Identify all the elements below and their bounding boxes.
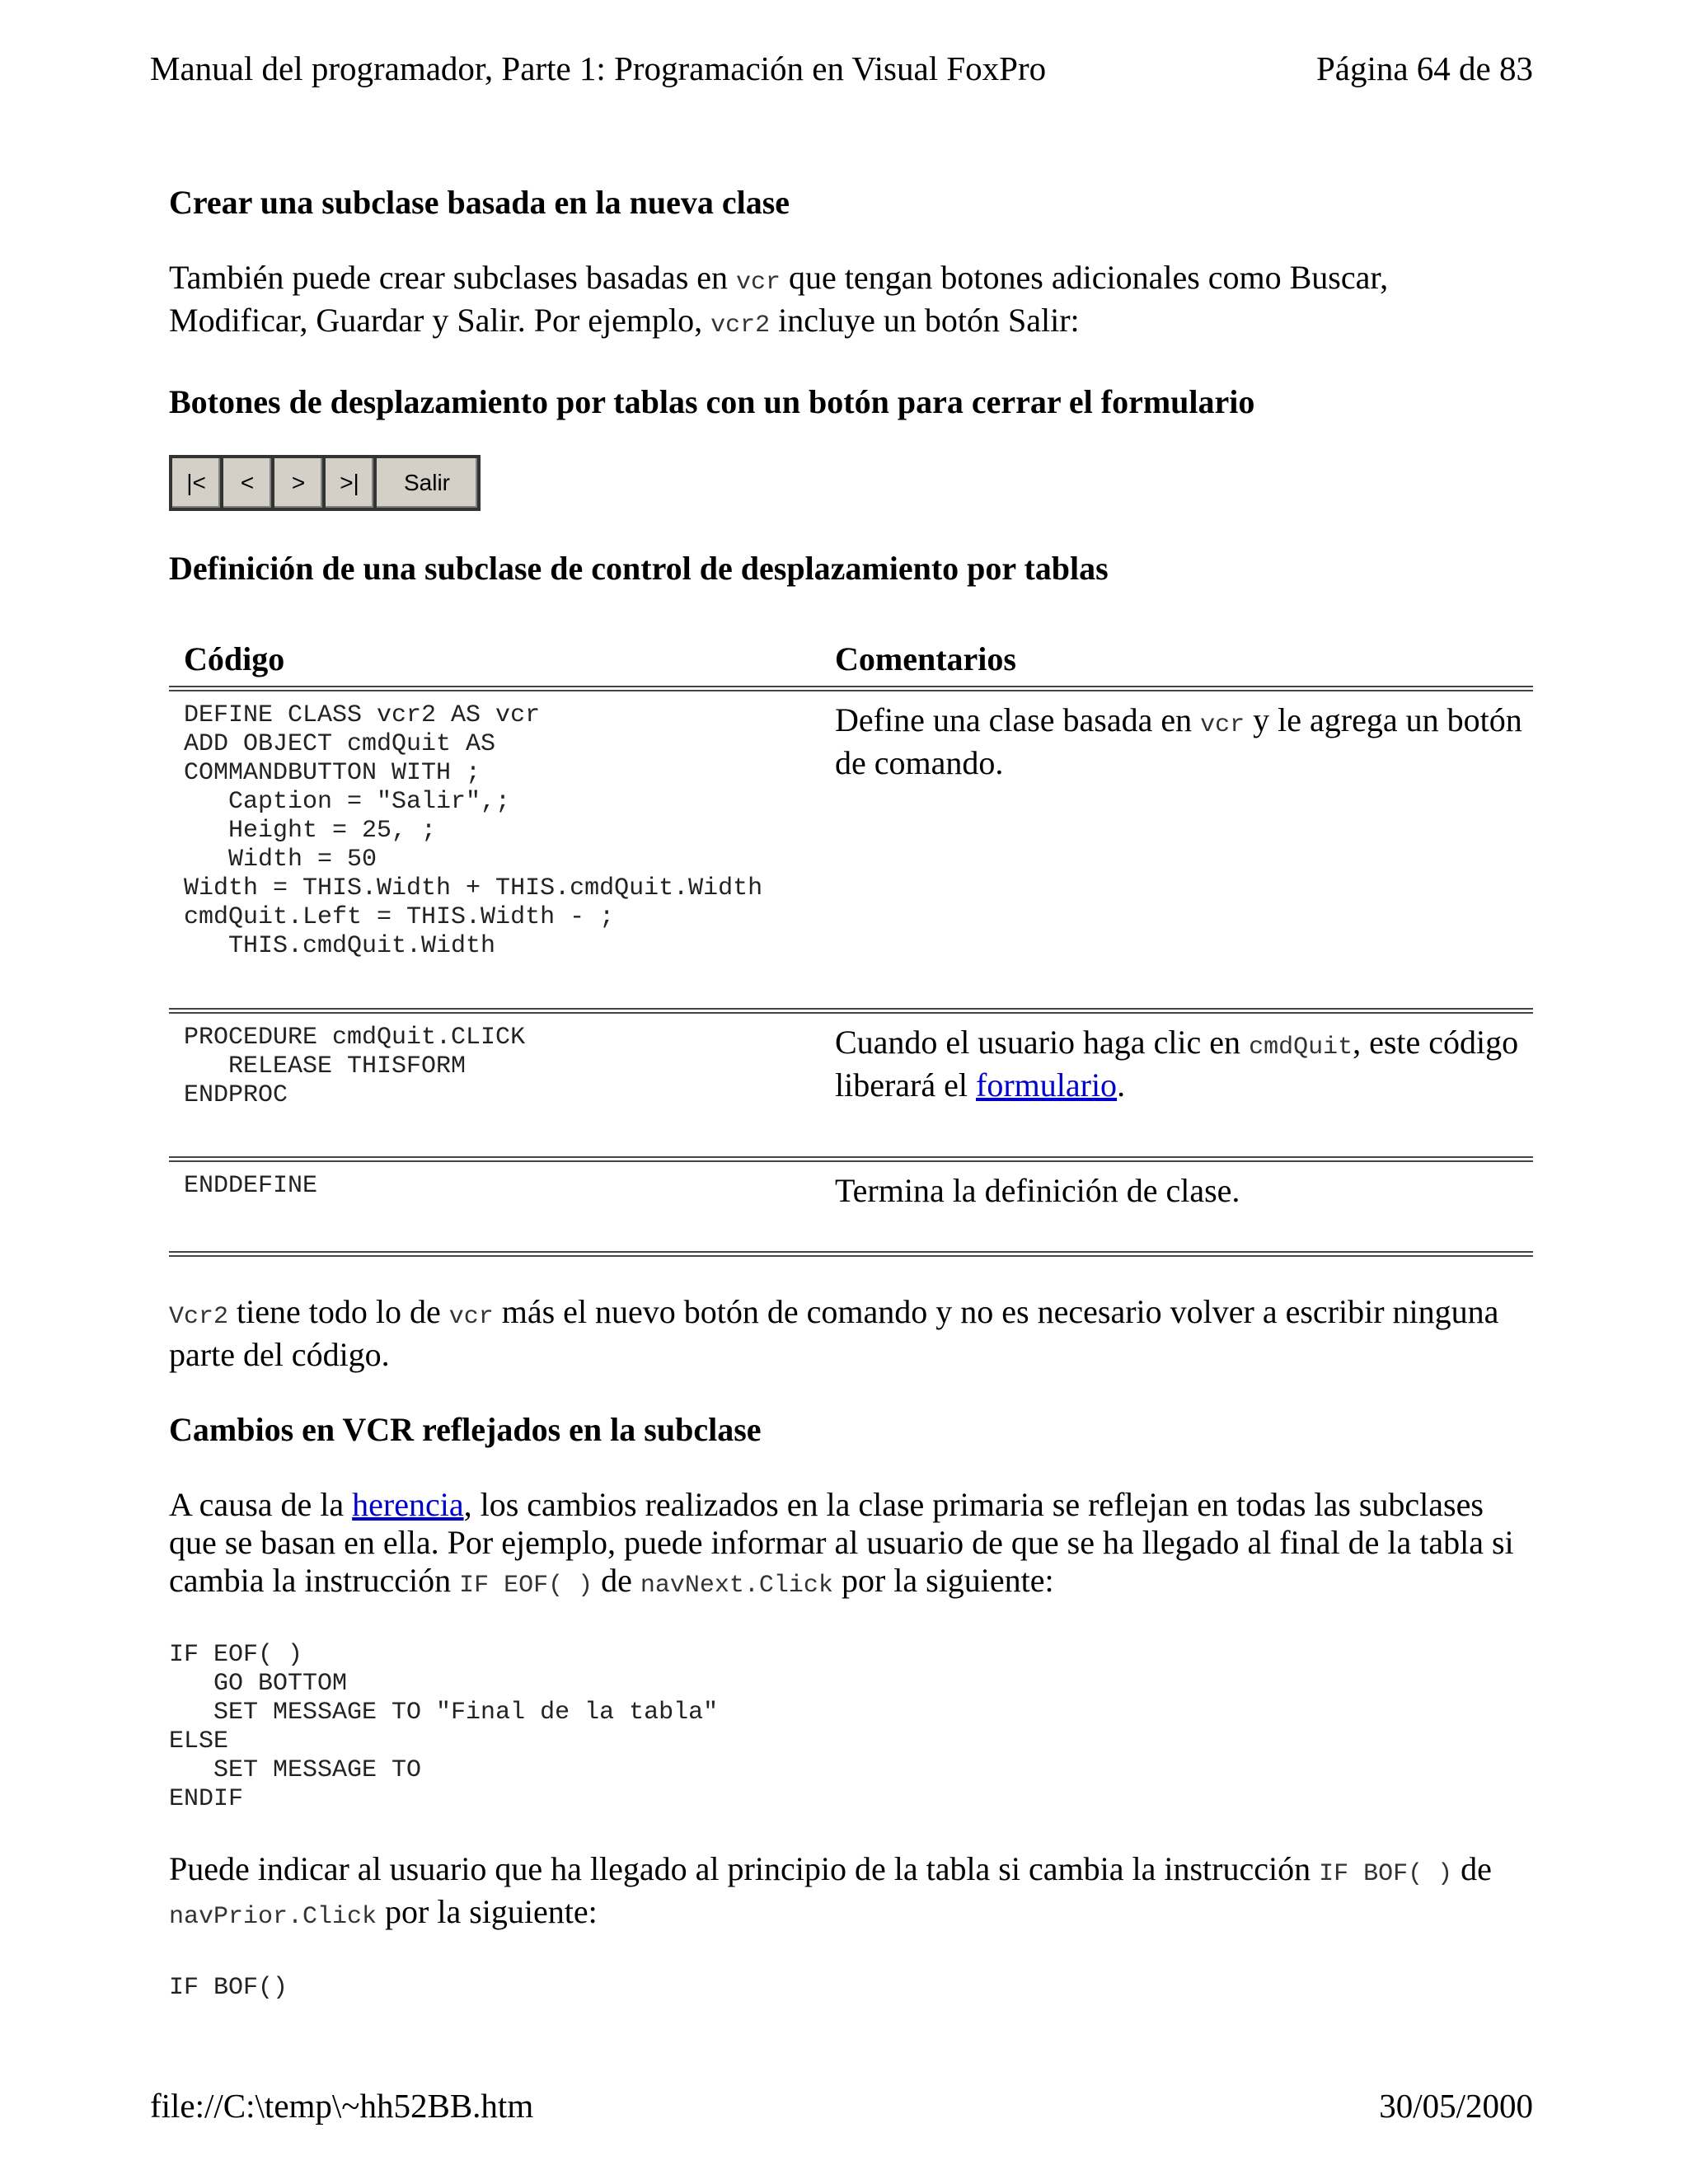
- vcr-control: [169, 455, 1533, 511]
- herencia-link[interactable]: herencia: [352, 1486, 464, 1523]
- page-footer-date: 30/05/2000: [1379, 2087, 1533, 2125]
- comment-cell: Termina la definición de clase.: [835, 1172, 1240, 1209]
- previous-record-button[interactable]: <: [222, 457, 273, 509]
- inline-code: vcr2: [710, 312, 771, 340]
- section-heading: Crear una subclase basada en la nueva clase: [169, 184, 790, 221]
- code-cell: DEFINE CLASS vcr2 AS vcr ADD OBJECT cmdQuit AS COMMANDBUTTON WITH ; Caption = "Salir",; Height = 25, ; Width = 50 Width = THIS.Width + THIS.cmdQuit.Width cmdQuit.Left = THIS.Width - ; THIS.cmdQuit.Width: [184, 701, 763, 960]
- table-divider: [169, 1156, 1533, 1162]
- page-number: Página 64 de 83: [1315, 49, 1533, 87]
- column-header-code: Código: [184, 640, 285, 677]
- code-cell: ENDDEFINE: [184, 1172, 318, 1200]
- paragraph: Vcr2 tiene todo lo de vcr más el nuevo botón de comando y no es necesario volver a escribir ninguna parte del código.: [169, 1293, 1499, 1373]
- code-block: IF EOF( ) GO BOTTOM SET MESSAGE TO "Final de la tabla" ELSE SET MESSAGE TO ENDIF: [169, 1641, 719, 1813]
- table-row: [169, 1162, 1533, 1251]
- table-divider: [169, 1251, 1533, 1257]
- table-header: [169, 630, 1533, 686]
- first-record-button[interactable]: |<: [171, 457, 222, 509]
- paragraph: También puede crear subclases basadas en vcr que tengan botones adicionales como Buscar, Modificar, Guardar y Salir. Por ejemplo, vcr2 incluye un botón Salir:: [169, 259, 1389, 340]
- column-header-comments: Comentarios: [835, 640, 1016, 677]
- paragraph: A causa de la herencia, los cambios realizados en la clase primaria se reflejan en todas las subclases que se basan en ella. Por ejemplo, puede informar al usuario de que se ha llegado al final de la tabla si cambia la instrucción IF EOF( ) de navNext.Click por la siguiente:: [169, 1486, 1514, 1600]
- quit-button[interactable]: Salir: [375, 457, 479, 509]
- table-row: [169, 1014, 1533, 1156]
- comment-cell: Define una clase basada en vcr y le agrega un botón de comando.: [835, 701, 1522, 781]
- table-divider: [169, 1008, 1533, 1014]
- table-row: [169, 691, 1533, 1008]
- last-record-button[interactable]: >|: [324, 457, 375, 509]
- formulario-link[interactable]: formulario: [976, 1066, 1118, 1104]
- page-footer-path: file://C:\temp\~hh52BB.htm: [150, 2087, 534, 2125]
- inline-code: vcr: [736, 269, 781, 297]
- next-record-button[interactable]: >: [273, 457, 324, 509]
- table-caption: Definición de una subclase de control de desplazamiento por tablas: [169, 550, 1109, 587]
- code-block: IF BOF(): [169, 1974, 288, 2002]
- table-divider: [169, 686, 1533, 691]
- code-comment-table: [169, 630, 1533, 1257]
- comment-cell: Cuando el usuario haga clic en cmdQuit, este código liberará el formulario.: [835, 1024, 1519, 1104]
- code-cell: PROCEDURE cmdQuit.CLICK RELEASE THISFORM ENDPROC: [184, 1024, 526, 1109]
- paragraph: Puede indicar al usuario que ha llegado al principio de la tabla si cambia la instrucción IF BOF( ) de navPrior.Click por la siguiente:: [169, 1850, 1492, 1931]
- page-header-title: Manual del programador, Parte 1: Programación en Visual FoxPro: [150, 49, 1047, 87]
- document-body: [169, 183, 1533, 2003]
- figure-caption: Botones de desplazamiento por tablas con un botón para cerrar el formulario: [169, 383, 1255, 420]
- section-heading: Cambios en VCR reflejados en la subclase: [169, 1411, 762, 1448]
